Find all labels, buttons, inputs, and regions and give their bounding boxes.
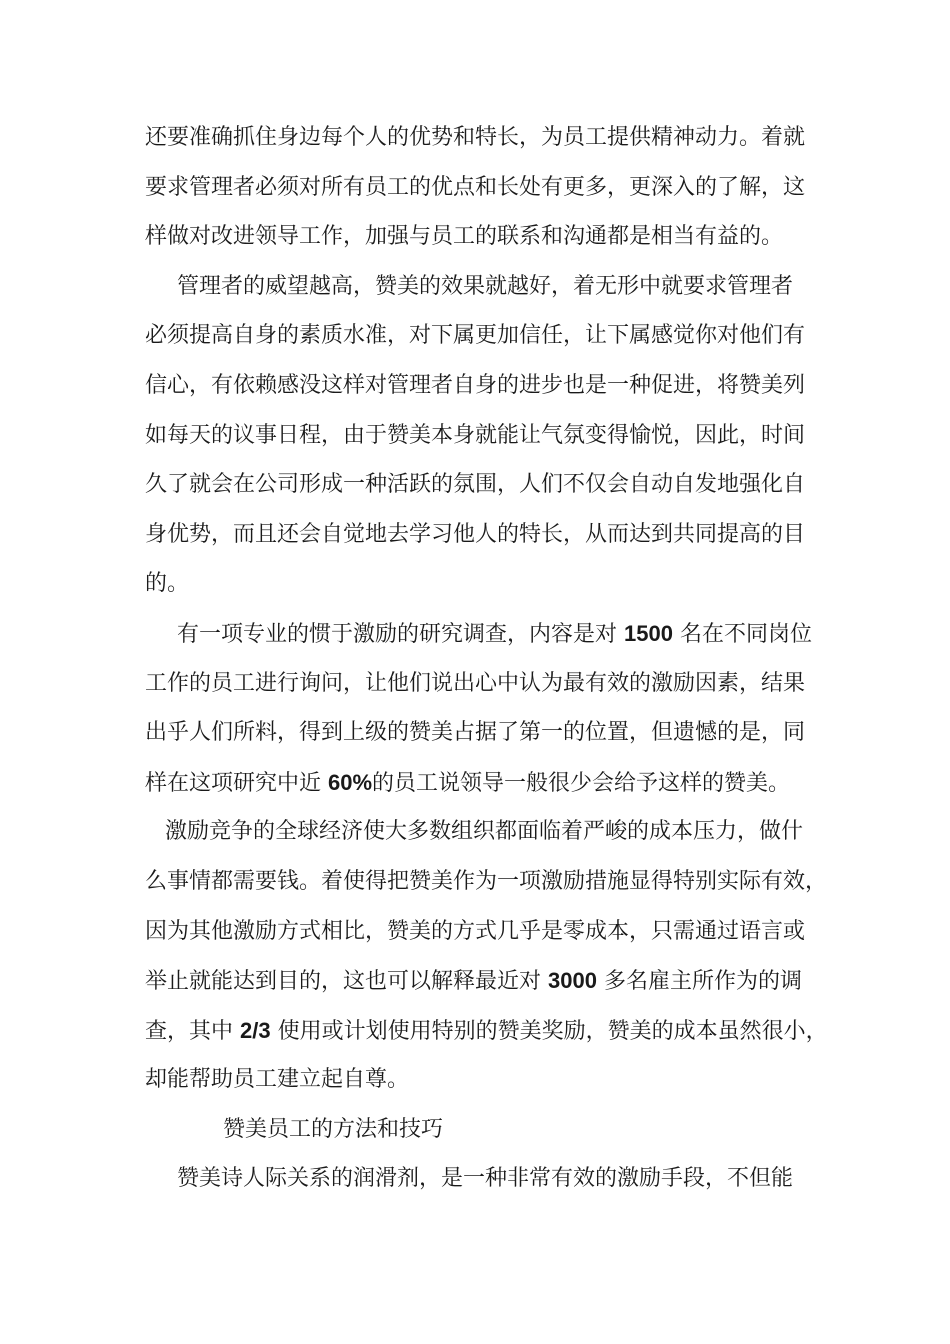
- paragraph-4-line-3: 因为其他激励方式相比，赞美的方式几乎是零成本，只需通过语言或: [145, 918, 806, 944]
- paragraph-2-line-6: 身优势，而且还会自觉地去学习他人的特长，从而达到共同提高的目: [145, 521, 806, 547]
- paragraph-2-line-4: 如每天的议事日程，由于赞美本身就能让气氛变得愉悦，因此，时间: [145, 422, 806, 448]
- number-3000: 3000: [548, 968, 597, 994]
- paragraph-3-line-4: 样在这项研究中近 60%的员工说领导一般很少会给予这样的赞美。: [145, 769, 791, 796]
- paragraph-3-line-1: 有一项专业的惯于激励的研究调查，内容是对 1500 名在不同岗位: [177, 620, 812, 647]
- paragraph-5-line-1: 赞美诗人际关系的润滑剂，是一种非常有效的激励手段，不但能: [177, 1166, 794, 1192]
- paragraph-2-line-3: 信心，有依赖感没这样对管理者自身的进步也是一种促进，将赞美列: [145, 372, 806, 398]
- number-two-thirds: 2/3: [240, 1017, 271, 1043]
- paragraph-2-line-1: 管理者的威望越高，赞美的效果就越好，着无形中就要求管理者: [177, 273, 794, 299]
- section-heading: 赞美员工的方法和技巧: [223, 1116, 444, 1142]
- paragraph-4-line-5: 查，其中 2/3 使用或计划使用特别的赞美奖励，赞美的成本虽然很小，: [145, 1017, 828, 1044]
- paragraph-3-line-3: 出乎人们所料，得到上级的赞美占据了第一的位置，但遗憾的是，同: [145, 720, 806, 746]
- paragraph-2-line-5: 久了就会在公司形成一种活跃的氛围，人们不仅会自动自发地强化自: [145, 472, 806, 498]
- paragraph-2-line-7: 的。: [145, 571, 190, 597]
- paragraph-2-line-2: 必须提高自身的素质水准，对下属更加信任，让下属感觉你对他们有: [145, 323, 806, 349]
- paragraph-1-line-3: 样做对改进领导工作，加强与员工的联系和沟通都是相当有益的。: [145, 224, 784, 250]
- paragraph-1-line-2: 要求管理者必须对所有员工的优点和长处有更多，更深入的了解，这: [145, 174, 806, 200]
- paragraph-3-line-2: 工作的员工进行询问，让他们说出心中认为最有效的激励因素，结果: [145, 670, 806, 696]
- number-60-percent: 60%: [328, 769, 373, 795]
- paragraph-4-line-6: 却能帮助员工建立起自尊。: [145, 1067, 410, 1093]
- paragraph-4-line-1: 激励竞争的全球经济使大多数组织都面临着严峻的成本压力，做什: [165, 819, 804, 845]
- paragraph-1-line-1: 还要准确抓住身边每个人的优势和特长，为员工提供精神动力。着就: [145, 125, 806, 150]
- number-1500: 1500: [624, 620, 673, 646]
- paragraph-4-line-4: 举止就能达到目的，这也可以解释最近对 3000 多名雇主所作为的调: [145, 968, 802, 995]
- document-body: [145, 113, 828, 1204]
- paragraph-4-line-2: 么事情都需要钱。着使得把赞美作为一项激励措施显得特别实际有效，: [145, 868, 828, 894]
